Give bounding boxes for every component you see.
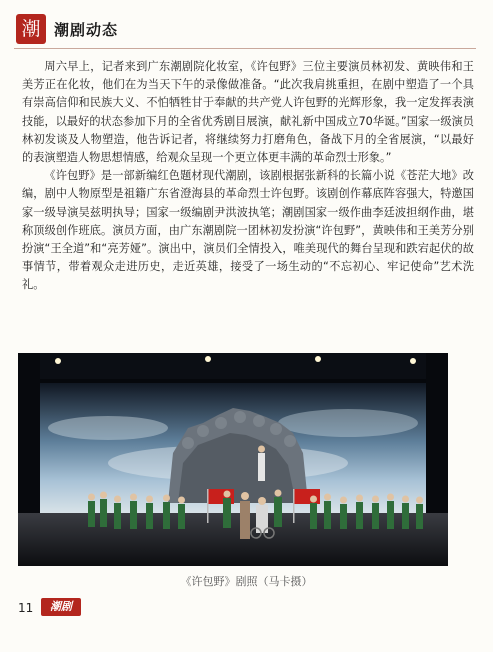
article-body xyxy=(22,58,474,295)
page-number: 11 xyxy=(18,601,34,615)
footer-chaoju-logo: 潮剧 xyxy=(41,598,81,616)
page-header xyxy=(14,14,476,46)
stage-photo-illustration xyxy=(18,353,448,566)
stage-photo xyxy=(18,353,448,566)
section-title: 潮剧动态 xyxy=(54,21,119,39)
photo-caption: 《许包野》剧照（马卡摄） xyxy=(180,575,313,588)
chaoju-logo-icon: 潮 xyxy=(16,14,46,44)
header-divider xyxy=(14,48,476,49)
article-paragraph-2: 《许包野》是一部新编红色题材现代潮剧，该剧根据张新科的长篇小说《苍茫大地》改编，剧中人物原型是祖籍广东省澄海县的革命烈士许包野。该剧创作幕底阵容强大，特邀国家一级导演吴兹明执导；国家一级编剧尹洪波执笔；潮剧国家一级作曲李廷波担纲作曲，堪称顶级创作班底。演员方面，由广东潮剧院一团林初发扮演“许包野”，黄映伟和王美芳分别扮演“王全道”和“亮芳娅”。演出中，演员们全情投入，唯美现代的舞台呈现和跌宕起伏的故事情节，带着观众走进历史，走近英雄，接受了一场生动的“不忘初心、牢记使命”艺术洗礼。 xyxy=(22,169,474,292)
article-paragraph-1: 周六早上，记者来到广东潮剧院化妆室，《许包野》三位主要演员林初发、黄映伟和王美芳正在化妆，他们在为当天下午的录像做准备。“此次我肩挑重担，在剧中塑造了一个具有崇高信仰和民族大义、不怕牺牲甘于奉献的共产党人许包野的光辉形象，我一定发挥表演技能，以最好的状态参加下月的全省优秀剧目展演，献礼新中国成立70华诞。”国家一级演员林初发谈及人物塑造，他告诉记者，将继续努力打磨角色，备战下月的全省展演，“以最好的表演塑造人物思想情感，给观众呈现一个更立体更丰满的革命烈士形象。” xyxy=(22,60,474,165)
